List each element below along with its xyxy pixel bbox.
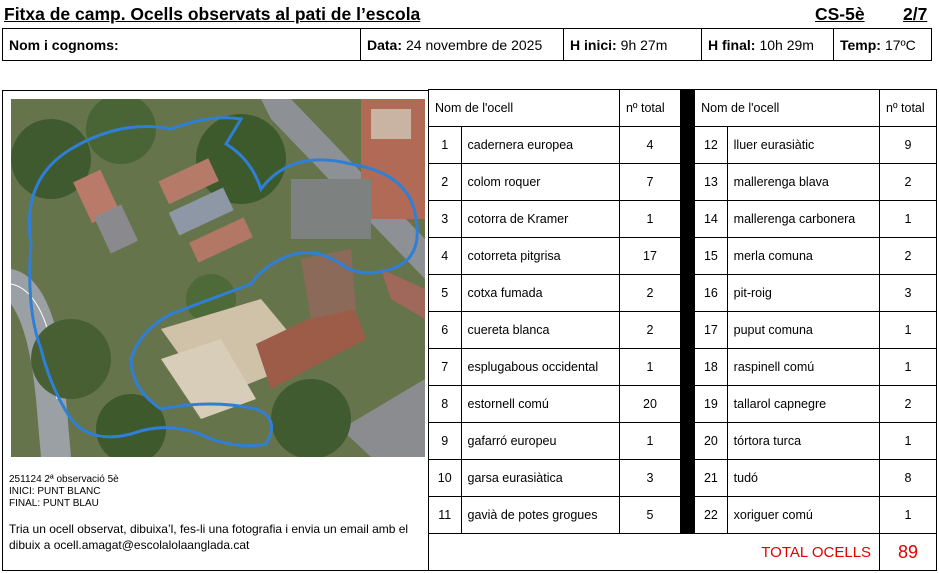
bird-count: 1: [880, 201, 937, 238]
col-header-name-left: Nom de l'ocell: [429, 90, 620, 127]
col-header-name-right: Nom de l'ocell: [695, 90, 880, 127]
start-time-label: H inici:: [570, 36, 617, 53]
page-title: Fitxa de camp. Ocells observats al pati de l’escola: [4, 4, 421, 24]
bird-name: garsa eurasiàtica: [461, 460, 619, 497]
col-header-total-left: nº total: [619, 90, 680, 127]
start-time-value: 9h 27m: [620, 36, 668, 53]
bird-number: 10: [429, 460, 462, 497]
col-header-total-right: nº total: [880, 90, 937, 127]
instructions: Tria un ocell observat, dibuixa’l, fes-li una fotografia i envia un email amb el dibuix a ocell.amagat@escolalolaanglada.cat: [9, 522, 409, 552]
bird-name: estornell comú: [461, 386, 619, 423]
start-point: INICI: PUNT BLANC: [9, 486, 101, 497]
bird-number: 15: [695, 238, 728, 275]
bird-number: 14: [695, 201, 728, 238]
bird-name: gafarró europeu: [461, 423, 619, 460]
bird-count: 8: [880, 460, 937, 497]
bird-name: merla comuna: [727, 238, 879, 275]
bird-count: 7: [619, 164, 680, 201]
bird-name: mallerenga carbonera: [727, 201, 879, 238]
column-divider: [680, 460, 694, 497]
bird-count: 3: [619, 460, 680, 497]
end-time-value: 10h 29m: [759, 36, 814, 53]
group-code: CS-5è: [815, 4, 865, 24]
name-label: Nom i cognoms:: [9, 36, 119, 53]
bird-number: 8: [429, 386, 462, 423]
bird-number: 9: [429, 423, 462, 460]
column-divider: [680, 497, 694, 534]
bird-number: 22: [695, 497, 728, 534]
column-divider: [680, 312, 694, 349]
bird-name: cuereta blanca: [461, 312, 619, 349]
end-time-label: H final:: [708, 36, 756, 53]
bird-name: mallerenga blava: [727, 164, 879, 201]
bird-count: 5: [619, 497, 680, 534]
column-divider: [680, 201, 694, 238]
bird-name: tudó: [727, 460, 879, 497]
bird-count: 17: [619, 238, 680, 275]
bird-number: 11: [429, 497, 462, 534]
bird-count: 1: [880, 497, 937, 534]
bird-number: 17: [695, 312, 728, 349]
start-time-field: [564, 29, 702, 60]
bird-count: 2: [619, 312, 680, 349]
bird-count: 1: [880, 423, 937, 460]
column-divider: [680, 275, 694, 312]
bird-number: 20: [695, 423, 728, 460]
page-number: 2/7: [903, 4, 928, 24]
bird-number: 13: [695, 164, 728, 201]
temperature-label: Temp:: [840, 36, 881, 53]
bird-number: 16: [695, 275, 728, 312]
bird-number: 6: [429, 312, 462, 349]
bird-count: 1: [619, 423, 680, 460]
bird-name: lluer eurasiàtic: [727, 127, 879, 164]
bird-name: cadernera europea: [461, 127, 619, 164]
observation-notes: [9, 474, 119, 510]
bird-number: 19: [695, 386, 728, 423]
table-row: [429, 201, 937, 238]
bird-count: 3: [880, 275, 937, 312]
total-label: TOTAL OCELLS: [429, 534, 880, 571]
table-row: [429, 312, 937, 349]
column-divider: [680, 423, 694, 460]
temperature-field: [834, 29, 931, 60]
bird-name: cotorreta pitgrisa: [461, 238, 619, 275]
table-row: [429, 423, 937, 460]
bird-count: 2: [880, 386, 937, 423]
name-field[interactable]: [3, 29, 361, 60]
bird-number: 2: [429, 164, 462, 201]
bird-number: 7: [429, 349, 462, 386]
bird-count-table: [428, 89, 937, 571]
table-header-row: [429, 90, 937, 127]
table-row: [429, 497, 937, 534]
bird-count: 20: [619, 386, 680, 423]
bird-name: raspinell comú: [727, 349, 879, 386]
bird-name: gavià de potes grogues: [461, 497, 619, 534]
observation-id: 251124 2ª observació 5è: [9, 474, 119, 485]
bird-name: pit-roig: [727, 275, 879, 312]
bird-number: 21: [695, 460, 728, 497]
bird-number: 1: [429, 127, 462, 164]
bird-count: 9: [880, 127, 937, 164]
bird-count: 1: [619, 201, 680, 238]
bird-count: 1: [880, 312, 937, 349]
total-row: [429, 534, 937, 571]
total-value: 89: [880, 534, 937, 571]
info-bar: [2, 28, 932, 61]
bird-name: puput comuna: [727, 312, 879, 349]
temperature-value: 17ºC: [884, 36, 916, 53]
bird-name: esplugabous occidental: [461, 349, 619, 386]
bird-number: 5: [429, 275, 462, 312]
bird-number: 3: [429, 201, 462, 238]
bird-name: xoriguer comú: [727, 497, 879, 534]
bird-name: cotxa fumada: [461, 275, 619, 312]
aerial-map-image: [11, 99, 425, 457]
table-row: [429, 127, 937, 164]
bird-number: 18: [695, 349, 728, 386]
bird-number: 4: [429, 238, 462, 275]
aerial-map-drawing: [11, 99, 425, 457]
table-row: [429, 386, 937, 423]
bird-count: 2: [880, 238, 937, 275]
bird-count: 4: [619, 127, 680, 164]
date-field: [361, 29, 564, 60]
column-divider: [680, 386, 694, 423]
end-point: FINAL: PUNT BLAU: [9, 498, 99, 509]
column-divider: [680, 164, 694, 201]
table-row: [429, 460, 937, 497]
bird-name: tórtora turca: [727, 423, 879, 460]
date-label: Data:: [367, 36, 403, 53]
bird-number: 12: [695, 127, 728, 164]
date-value: 24 novembre de 2025: [406, 36, 543, 53]
table-row: [429, 164, 937, 201]
map-panel: [2, 90, 429, 571]
column-divider: [680, 349, 694, 386]
column-divider: [680, 127, 694, 164]
end-time-field: [702, 29, 834, 60]
column-divider: [680, 238, 694, 275]
bird-count: 1: [880, 349, 937, 386]
bird-count: 2: [880, 164, 937, 201]
column-divider: [680, 90, 694, 127]
bird-name: tallarol capnegre: [727, 386, 879, 423]
bird-name: cotorra de Kramer: [461, 201, 619, 238]
bird-count: 1: [619, 349, 680, 386]
bird-count: 2: [619, 275, 680, 312]
bird-name: colom roquer: [461, 164, 619, 201]
table-row: [429, 275, 937, 312]
table-row: [429, 238, 937, 275]
table-row: [429, 349, 937, 386]
